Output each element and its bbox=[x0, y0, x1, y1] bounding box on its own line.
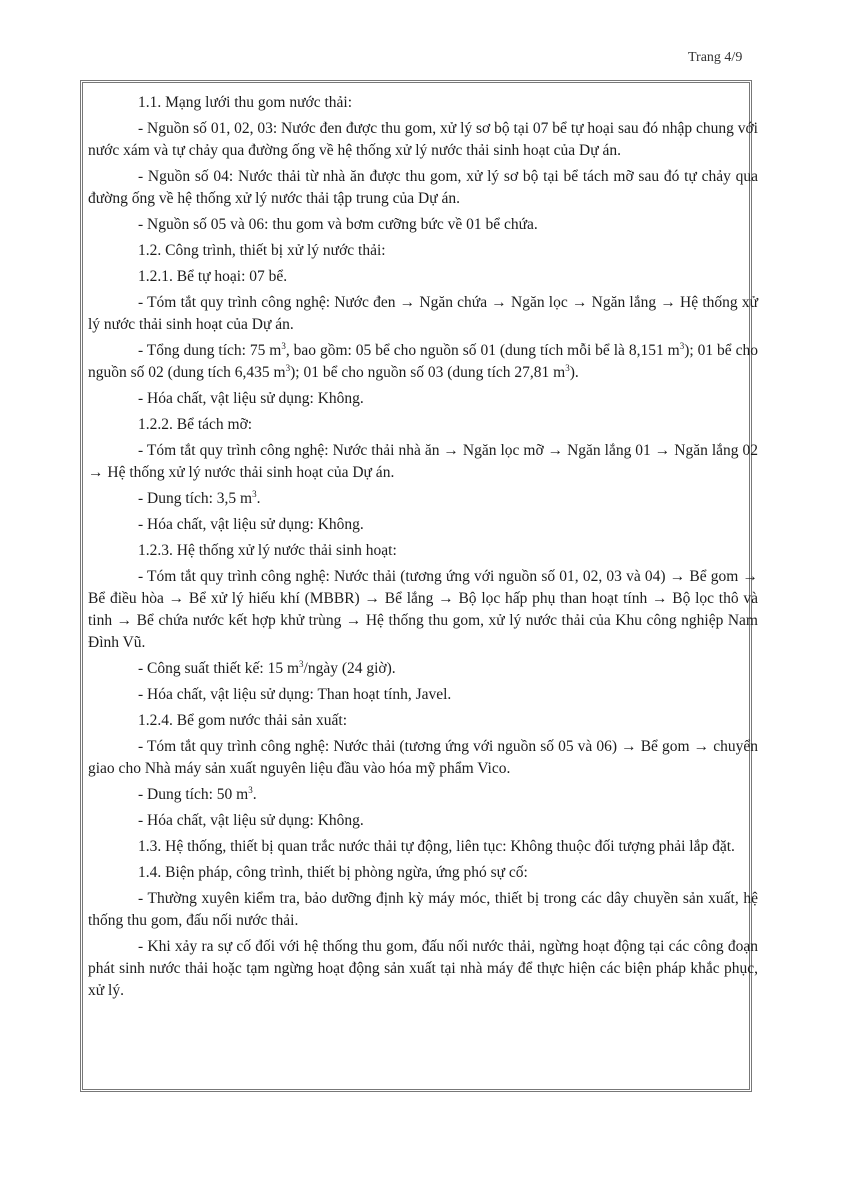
superscript: 3 bbox=[285, 362, 291, 373]
text-run: . bbox=[256, 490, 261, 507]
superscript: 3 bbox=[281, 340, 286, 351]
paragraph: - Hóa chất, vật liệu sử dụng: Không. bbox=[138, 516, 364, 533]
capacity-paragraph bbox=[88, 658, 758, 680]
superscript: 3 bbox=[299, 658, 304, 669]
heading-1-2-3: 1.2.3. Hệ thống xử lý nước thải sinh hoạt: bbox=[138, 542, 397, 559]
text-run: , bao gồm: 05 bể cho nguồn số 01 (dung tích mỗi bể là 8,151 m bbox=[285, 342, 680, 359]
paragraph: - Thường xuyên kiểm tra, bảo dưỡng định kỳ máy móc, thiết bị trong các dây chuyền sản xuất, hệ thống thu gom, đấu nối nước thải. bbox=[88, 890, 758, 929]
heading-1-1: 1.1. Mạng lưới thu gom nước thải: bbox=[138, 94, 353, 111]
document-body bbox=[88, 92, 758, 1006]
heading-1-2: 1.2. Công trình, thiết bị xử lý nước thải: bbox=[138, 242, 386, 259]
paragraph: - Tóm tắt quy trình công nghệ: Nước thải (tương ứng với nguồn số 05 và 06) → Bể gom → chuyển giao cho Nhà máy sản xuất nguyên liệu đầu vào hóa mỹ phẩm Vico. bbox=[88, 738, 758, 777]
paragraph: - Tóm tắt quy trình công nghệ: Nước thải (tương ứng với nguồn số 01, 02, 03 và 04) → Bể gom → Bể điều hòa → Bể xử lý hiếu khí (MBBR) → Bể lắng → Bộ lọc hấp phụ than hoạt tính → Bộ lọc thô và tinh → Bể chứa nước kết hợp khử trùng → Hệ thống thu gom, xử lý nước thải của Khu công nghiệp Nam Đình Vũ. bbox=[88, 568, 758, 651]
page-number: Trang 4/9 bbox=[688, 50, 743, 65]
paragraph: - Nguồn số 05 và 06: thu gom và bơm cưỡng bức về 01 bể chứa. bbox=[138, 216, 538, 233]
paragraph: - Nguồn số 01, 02, 03: Nước đen được thu gom, xử lý sơ bộ tại 07 bể tự hoại sau đó nhập chung với nước xám và tự chảy qua đường ống về hệ thống xử lý nước thải sinh hoạt của Dự án. bbox=[88, 120, 758, 159]
text-run: - Dung tích: 3,5 m bbox=[138, 490, 253, 507]
text-run: - Công suất thiết kế: 15 m bbox=[138, 660, 300, 677]
paragraph: - Nguồn số 04: Nước thải từ nhà ăn được thu gom, xử lý sơ bộ tại bể tách mỡ sau đó tự chảy qua đường ống về hệ thống xử lý nước thải tập trung của Dự án. bbox=[88, 168, 758, 207]
text-run: - Tổng dung tích: 75 m bbox=[138, 342, 282, 359]
heading-1-2-1: 1.2.1. Bể tự hoại: 07 bể. bbox=[138, 268, 288, 285]
superscript: 3 bbox=[565, 362, 570, 373]
paragraph-1-3: 1.3. Hệ thống, thiết bị quan trắc nước thải tự động, liên tục: Không thuộc đối tượng phải lắp đặt. bbox=[138, 838, 735, 855]
superscript: 3 bbox=[679, 340, 685, 351]
superscript: 3 bbox=[248, 784, 253, 795]
heading-1-4: 1.4. Biện pháp, công trình, thiết bị phòng ngừa, ứng phó sự cố: bbox=[138, 864, 528, 881]
text-run: ); 01 bể cho nguồn số 02 (dung tích 6,435 m bbox=[88, 342, 758, 381]
text-run: ). bbox=[569, 364, 579, 381]
paragraph: - Tóm tắt quy trình công nghệ: Nước thải nhà ăn → Ngăn lọc mỡ → Ngăn lắng 01 → Ngăn lắng 02 → Hệ thống xử lý nước thải sinh hoạt của Dự án. bbox=[88, 442, 758, 481]
volume-paragraph bbox=[88, 784, 758, 806]
paragraph: - Hóa chất, vật liệu sử dụng: Không. bbox=[138, 812, 364, 829]
paragraph: - Tóm tắt quy trình công nghệ: Nước đen → Ngăn chứa → Ngăn lọc → Ngăn lắng → Hệ thống xử lý nước thải sinh hoạt của Dự án. bbox=[88, 294, 758, 333]
paragraph: - Khi xảy ra sự cố đối với hệ thống thu gom, đấu nối nước thải, ngừng hoạt động tại các công đoạn phát sinh nước thải hoặc tạm ngừng hoạt động sản xuất tại nhà máy để thực hiện các biện pháp khắc phục, xử lý. bbox=[88, 938, 758, 999]
paragraph: - Hóa chất, vật liệu sử dụng: Không. bbox=[138, 390, 364, 407]
heading-1-2-2: 1.2.2. Bể tách mỡ: bbox=[138, 416, 253, 433]
volume-paragraph bbox=[88, 488, 758, 510]
volume-paragraph bbox=[88, 340, 758, 384]
text-run: ); 01 bể cho nguồn số 03 (dung tích 27,81 m bbox=[290, 364, 566, 381]
heading-1-2-4: 1.2.4. Bể gom nước thải sản xuất: bbox=[138, 712, 348, 729]
text-run: - Dung tích: 50 m bbox=[138, 786, 249, 803]
text-run: /ngày (24 giờ). bbox=[303, 660, 396, 677]
text-run: . bbox=[252, 786, 257, 803]
superscript: 3 bbox=[252, 488, 257, 499]
paragraph: - Hóa chất, vật liệu sử dụng: Than hoạt tính, Javel. bbox=[138, 686, 452, 703]
